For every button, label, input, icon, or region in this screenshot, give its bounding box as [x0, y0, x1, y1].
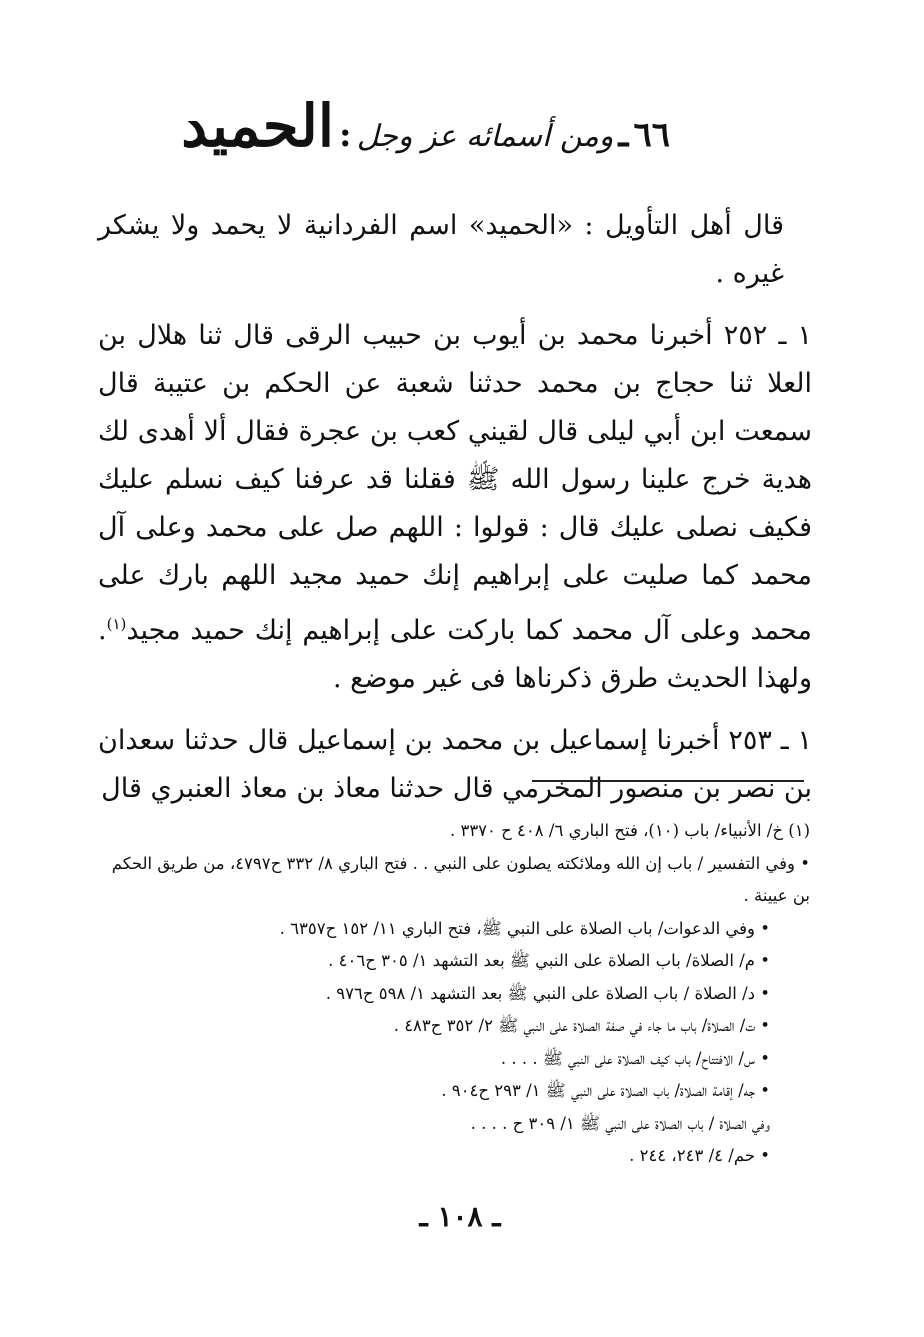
heading-colon: : [339, 115, 352, 155]
intro-text: قال أهل التأويل : «الحميد» اسم الفردانية لا يحمد ولا يشكر غيره . [98, 210, 784, 289]
footnote-marker: (١) [106, 615, 127, 633]
intro-paragraph [98, 202, 812, 298]
main-text [98, 202, 812, 827]
footnote-line: • جه/ إقامة الصلاة/ باب الصلاة على النبي ﷺ ١/ ٢٩٣ ح٩٠٤ . [441, 1081, 770, 1100]
footnotes [110, 815, 810, 1173]
footnote-line: • حم/ ٤/ ٢٤٣، ٢٤٤ . [629, 1146, 770, 1165]
hadith-253-text: ١ ـ ٢٥٣ أخبرنا إسماعيل بن محمد بن إسماعيل قال حدثنا سعدان بن نصر بن منصور المخرمي قال حدثنا معاذ بن معاذ العنبري قال [98, 725, 813, 804]
hadith-253-paragraph [98, 717, 812, 813]
footnote-line: • ت/ الصلاة/ باب ما جاء في صفة الصلاة على النبي ﷺ ٢/ ٣٥٢ ح٤٨٣ . [393, 1016, 770, 1035]
hadith-252-ending: . ولهذا الحديث طرق ذكرناها فى غير موضع . [98, 615, 812, 694]
heading-prefix: ومن أسمائه عز وجل [356, 119, 614, 154]
chapter-heading [181, 92, 670, 172]
footnote-line: (١) خ/ الأنبياء/ باب (١٠)، فتح الباري ٦/ ٤٠٨ ح ٣٣٧٠ . [449, 821, 810, 840]
hadith-252-paragraph [98, 312, 812, 703]
page-number: ـ ١٠٨ ـ [419, 1200, 501, 1233]
footnote-line: وفي الصلاة / باب الصلاة على النبي ﷺ ١/ ٣٠٩ ح . . . . [470, 1113, 770, 1133]
footnote-line: • م/ الصلاة/ باب الصلاة على النبي ﷺ بعد التشهد ١/ ٣٠٥ ح٤٠٦ . [328, 951, 770, 970]
chapter-title: الحميد [181, 92, 334, 160]
heading-dash: ـ [618, 115, 629, 155]
footnote-divider [532, 780, 804, 782]
footnote-line: • س/ الافتتاح/ باب كيف الصلاة على النبي ﷺ . . . . [500, 1048, 770, 1068]
footnote-line: • د/ الصلاة / باب الصلاة على النبي ﷺ بعد التشهد ١/ ٥٩٨ ح٩٧٦ . [325, 983, 770, 1003]
footnote-line: • وفي التفسير / باب إن الله وملائكته يصلون على النبي . . فتح الباري ٨/ ٣٣٢ ح٤٧٩٧، من طريق الحكم بن عيينة . [111, 853, 810, 905]
hadith-252-text: ١ ـ ٢٥٢ أخبرنا محمد بن أيوب بن حبيب الرقى قال ثنا هلال بن العلا ثنا حجاج بن محمد حدثنا شعبة عن الحكم بن عتيبة قال سمعت ابن أبي ليلى قال لقيني كعب بن عجرة فقال ألا أهدى لك هدية خرج علينا رسول الله ﷺ فقلنا قد عرفنا كيف نسلم عليك فكيف نصلى عليك قال : قولوا : اللهم صل على محمد وعلى آل محمد كما صليت على إبراهيم إنك حميد مجيد اللهم بارك على محمد وعلى آل محمد كما باركت على إبراهيم إنك حميد مجيد [98, 320, 812, 646]
chapter-number: ٦٦ [633, 115, 670, 155]
footnote-line: • وفي الدعوات/ باب الصلاة على النبي ﷺ، فتح الباري ١١/ ١٥٢ ح٦٣٥٧ . [279, 918, 770, 938]
